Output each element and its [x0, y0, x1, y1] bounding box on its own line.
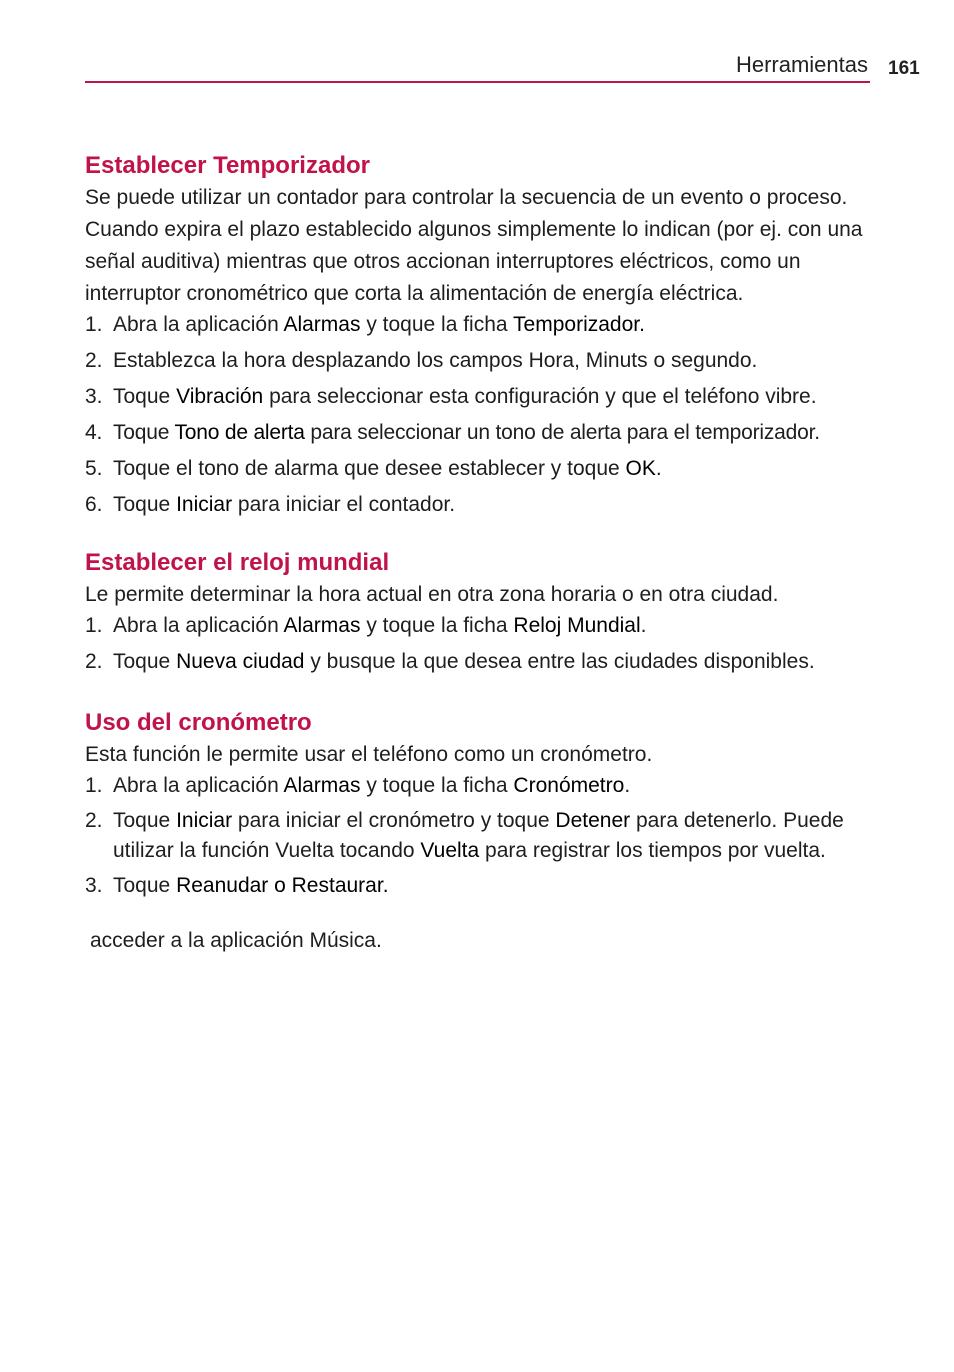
list-item-text: Abra la aplicación	[113, 313, 284, 336]
list-item-number: 6.	[85, 493, 103, 516]
ui-term: Iniciar	[176, 809, 233, 832]
list-item-text: y toque la ficha	[360, 313, 514, 336]
list-item-number: 2.	[85, 809, 103, 832]
steps-list	[85, 771, 875, 901]
section-heading: Establecer el reloj mundial	[85, 549, 390, 576]
list-item-number: 2.	[85, 349, 103, 372]
list-item-text: .	[655, 457, 662, 480]
section-paragraph: Le permite determinar la hora actual en otra zona horaria o en otra ciudad.	[85, 583, 779, 606]
ui-term: Vuelta	[420, 839, 480, 862]
list-item-text: y busque la que desea entre las ciudades disponibles.	[304, 650, 815, 673]
list-item-number: 3.	[85, 874, 103, 897]
page-number: 161	[888, 58, 920, 79]
ui-term: Detener	[555, 809, 631, 832]
list-item	[85, 806, 875, 866]
list-item-number: 1.	[85, 774, 103, 797]
section-heading: Uso del cronómetro	[85, 709, 312, 736]
list-item-text: Toque	[113, 421, 175, 444]
list-item-text: Toque	[113, 874, 177, 897]
section-temporizador	[85, 150, 875, 520]
page-content	[85, 150, 875, 978]
list-item-number: 2.	[85, 650, 103, 673]
ui-term: Nueva ciudad	[176, 650, 305, 673]
list-item-text: y toque la ficha	[360, 614, 514, 637]
list-item-text: Toque	[113, 493, 177, 516]
list-item	[85, 454, 875, 484]
list-item-number: 5.	[85, 457, 103, 480]
list-item-text: Toque	[113, 809, 177, 832]
section-cronometro	[85, 707, 875, 901]
list-item	[85, 310, 875, 340]
list-item-number: 1.	[85, 313, 103, 336]
list-item-text: .	[640, 614, 647, 637]
section-paragraph: Esta función le permite usar el teléfono como un cronómetro.	[85, 743, 653, 766]
header-title: Herramientas	[735, 52, 868, 77]
ui-term: Alarmas	[283, 313, 361, 336]
ui-term: OK	[625, 457, 656, 480]
list-item	[85, 771, 875, 801]
list-item-text: para iniciar el contador.	[232, 493, 456, 516]
list-item-text: y toque la ficha	[360, 774, 514, 797]
list-item-number: 4.	[85, 421, 103, 444]
ui-term: Temporizador.	[513, 313, 645, 336]
list-item-text: para detenerlo. Puede utilizar la función Vuelta tocando	[113, 809, 844, 862]
list-item-text: Establezca la hora desplazando los campos Hora, Minuts o segundo.	[113, 349, 758, 372]
list-item	[85, 647, 875, 677]
list-item-text: para iniciar el cronómetro y toque	[232, 809, 556, 832]
steps-list	[85, 310, 875, 520]
list-item-number: 1.	[85, 614, 103, 637]
section-heading: Establecer Temporizador	[85, 152, 370, 179]
list-item-text: para seleccionar un tono de alerta para el temporizador.	[304, 421, 820, 444]
list-item-text: para seleccionar esta configuración y que el teléfono vibre.	[263, 385, 817, 408]
list-item-text: Toque	[113, 650, 177, 673]
ui-term: Cronómetro	[513, 774, 625, 797]
ui-term: Alarmas	[283, 774, 361, 797]
ui-term: Iniciar	[176, 493, 233, 516]
steps-list	[85, 611, 875, 677]
list-item-text: Abra la aplicación	[113, 614, 284, 637]
list-item-number: 3.	[85, 385, 103, 408]
section-paragraph: Se puede utilizar un contador para controlar la secuencia de un evento o proceso. Cuando expira el plazo establecido algunos simplemente lo indican (por ej. con una señal auditiva) mientras que otros accionan interruptores eléctricos, como un interruptor cronométrico que corta la alimentación de energía eléctrica.	[85, 186, 863, 305]
list-item	[85, 611, 875, 641]
list-item-text: Toque el tono de alarma que desee establecer y toque	[113, 457, 626, 480]
ui-term: Reanudar o Restaurar.	[176, 874, 389, 897]
page-header	[85, 48, 870, 83]
ui-term: Alarmas	[283, 614, 361, 637]
list-item	[85, 418, 875, 448]
list-item-text: Toque	[113, 385, 177, 408]
list-item	[85, 382, 875, 412]
section-reloj-mundial	[85, 547, 875, 677]
ui-term: Reloj Mundial	[513, 614, 641, 637]
trailing-text: acceder a la aplicación Música.	[90, 929, 382, 952]
list-item-text: .	[624, 774, 631, 797]
ui-term: Tono de alerta	[174, 421, 305, 444]
list-item	[85, 346, 875, 376]
list-item-text: Abra la aplicación	[113, 774, 284, 797]
list-item	[85, 871, 875, 901]
list-item-text: para registrar los tiempos por vuelta.	[479, 839, 826, 862]
ui-term: Vibración	[176, 385, 264, 408]
header-rule	[85, 81, 870, 83]
list-item	[85, 490, 875, 520]
